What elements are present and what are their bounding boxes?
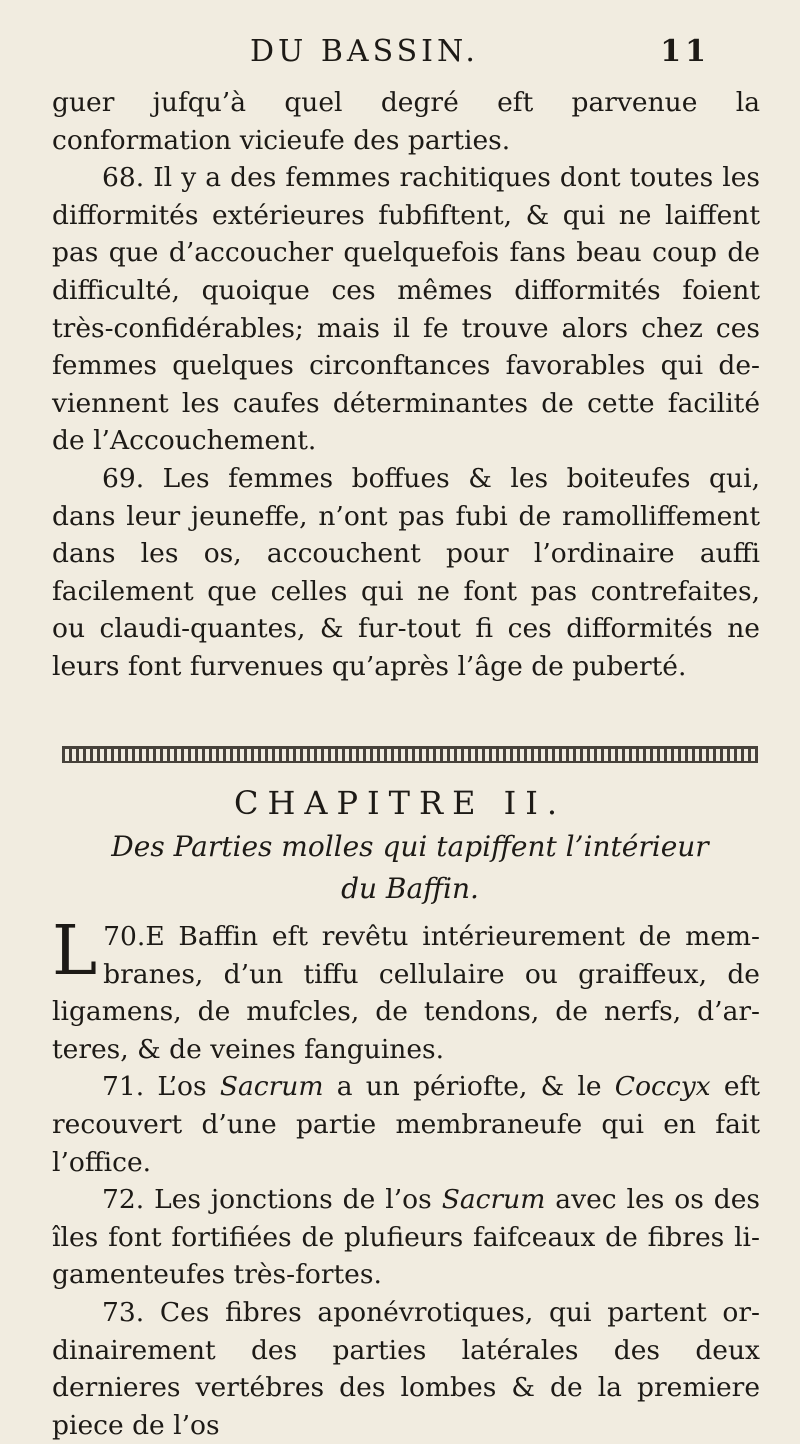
term-sacrum: Sacrum: [441, 1184, 546, 1216]
paragraph-73: 73. Ces fibres aponévrotiques, qui partent or-dinairement des parties latérales des deux dernieres vertébres des lombes & de la premiere piece de l’os: [52, 1296, 760, 1441]
paragraph-71-text: a un périofte, & le: [323, 1071, 615, 1103]
body-text-bottom: [52, 912, 760, 1444]
chapter-subtitle-line1: Des Parties molles qui tapiffent l’intérieur: [111, 830, 709, 863]
running-head: [250, 34, 710, 78]
ornamental-rule: [62, 746, 758, 763]
paragraph-71-text: 71. L’os: [102, 1071, 220, 1103]
body-text-top: [52, 84, 760, 686]
paragraph-68: 68. Il y a des femmes rachitiques dont toutes les difformités extérieures fubfiftent, & qui ne laiffent pas que d’accoucher quelquefois fans beau coup de difficulté, quoique ces mêmes difformités foient très-confidérables; mais il fe trouve alors chez ces femmes quelques circonftances favorables qui de-viennent les caufes déterminantes de cette facilité de l’Accouchement.: [52, 162, 760, 457]
running-head-title: DU BASSIN.: [250, 34, 479, 69]
drop-cap: L: [52, 912, 98, 991]
chapter-heading: CHAPITRE II.: [233, 784, 567, 822]
chapter-subtitle: [60, 826, 760, 910]
term-sacrum: Sacrum: [219, 1071, 324, 1103]
paragraph-69: 69. Les femmes boffues & les boiteufes qui, dans leur jeuneffe, n’ont pas fubi de ramolliffement dans les os, accouchent pour l’ordinaire auffi facilement que celles qui ne font pas contrefaites, ou claudi-quantes, & fur-tout fi ces difformités ne leurs font furvenues qu’après l’âge de puberté.: [52, 462, 760, 682]
paragraph-continuation: guer jufqu’à quel degré eft parvenue la conformation vicieufe des parties.: [52, 87, 760, 156]
paragraph-72: [52, 1181, 760, 1294]
paragraph-number: 70.: [103, 921, 146, 952]
chapter-subtitle-line2: du Baffin.: [341, 872, 479, 905]
paragraph-70-text: E Baffin eft revêtu intérieurement de mem-branes, d’un tiffu cellulaire ou graiffeux, de ligamens, de mufcles, de tendons, de nerfs, d’ar-teres, & de veines fanguines.: [52, 921, 760, 1065]
paragraph-72-text: avec les os des îles font fortifiées de plufieurs faifceaux de fibres li-gamenteufes très-fortes.: [52, 1184, 760, 1291]
paragraph-70: [52, 912, 760, 1068]
paragraph-72-text: 72. Les jonctions de l’os: [102, 1184, 442, 1216]
paragraph-71: [52, 1068, 760, 1181]
paragraph-71-text: eft recouvert d’une partie membraneufe qui en fait l’office.: [52, 1071, 760, 1178]
page-number: 11: [660, 34, 710, 69]
term-coccyx: Coccyx: [614, 1071, 711, 1103]
